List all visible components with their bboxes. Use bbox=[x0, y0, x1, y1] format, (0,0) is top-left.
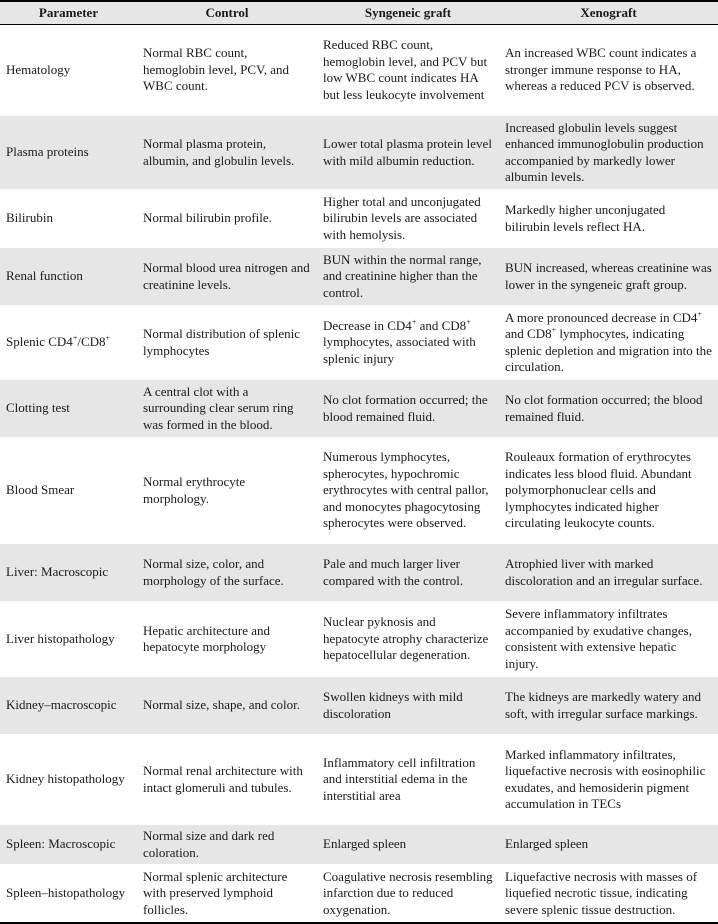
cell-control: Normal splenic architecture with preserved lymphoid follicles. bbox=[137, 865, 317, 923]
table-row bbox=[0, 825, 718, 865]
cell-syngeneic: Lower total plasma protein level with mild albumin reduction. bbox=[317, 116, 499, 190]
cell-parameter: Bilirubin bbox=[0, 190, 137, 248]
cell-parameter: Spleen–histopathology bbox=[0, 865, 137, 923]
table-row bbox=[0, 735, 718, 825]
cell-control: A central clot with a surrounding clear serum ring was formed in the blood. bbox=[137, 380, 317, 438]
cell-parameter: Kidney histopathology bbox=[0, 735, 137, 825]
header-row bbox=[0, 1, 718, 25]
cell-xenograft: Markedly higher unconjugated bilirubin levels reflect HA. bbox=[499, 190, 718, 248]
table-row bbox=[0, 438, 718, 544]
cell-xenograft: Increased globulin levels suggest enhanced immunoglobulin production accompanied by markedly lower albumin levels. bbox=[499, 116, 718, 190]
cell-syngeneic: No clot formation occurred; the blood remained fluid. bbox=[317, 380, 499, 438]
table-row bbox=[0, 25, 718, 116]
cell-parameter: Hematology bbox=[0, 25, 137, 116]
cell-control: Normal size and dark red coloration. bbox=[137, 825, 317, 865]
cell-control: Normal renal architecture with intact glomeruli and tubules. bbox=[137, 735, 317, 825]
cell-control: Hepatic architecture and hepatocyte morphology bbox=[137, 602, 317, 677]
cell-control: Normal RBC count, hemoglobin level, PCV, and WBC count. bbox=[137, 25, 317, 116]
table-row bbox=[0, 116, 718, 190]
cell-xenograft: Marked inflammatory infiltrates, liquefactive necrosis with eosinophilic exudates, and hemosiderin pigment accumulation in TECs bbox=[499, 735, 718, 825]
cell-syngeneic: Swollen kidneys with mild discoloration bbox=[317, 677, 499, 735]
cell-control: Normal distribution of splenic lymphocytes bbox=[137, 306, 317, 380]
table-row bbox=[0, 380, 718, 438]
cell-control: Normal blood urea nitrogen and creatinine levels. bbox=[137, 248, 317, 306]
table-body bbox=[0, 25, 718, 923]
table-row bbox=[0, 306, 718, 380]
cell-control: Normal bilirubin profile. bbox=[137, 190, 317, 248]
header-syngeneic-graft: Syngeneic graft bbox=[317, 1, 499, 25]
cell-syngeneic: Reduced RBC count, hemoglobin level, and PCV but low WBC count indicates HA but less leukocyte involvement bbox=[317, 25, 499, 116]
table-row bbox=[0, 248, 718, 306]
cell-syngeneic: Enlarged spleen bbox=[317, 825, 499, 865]
table-row bbox=[0, 602, 718, 677]
cell-xenograft: Liquefactive necrosis with masses of liquefied necrotic tissue, indicating severe splenic tissue destruction. bbox=[499, 865, 718, 923]
table-row bbox=[0, 190, 718, 248]
cell-parameter: Plasma proteins bbox=[0, 116, 137, 190]
cell-parameter: Renal function bbox=[0, 248, 137, 306]
cell-parameter: Clotting test bbox=[0, 380, 137, 438]
cell-parameter: Spleen: Macroscopic bbox=[0, 825, 137, 865]
cell-xenograft: Rouleaux formation of erythrocytes indicates less blood fluid. Abundant polymorphonuclear cells and lymphocytes indicated higher circulating leukocyte counts. bbox=[499, 438, 718, 544]
cell-xenograft: Severe inflammatory infiltrates accompanied by exudative changes, consistent with extensive hepatic injury. bbox=[499, 602, 718, 677]
cell-control: Normal plasma protein, albumin, and globulin levels. bbox=[137, 116, 317, 190]
cell-parameter: Liver: Macroscopic bbox=[0, 544, 137, 602]
cell-syngeneic: Higher total and unconjugated bilirubin levels are associated with hemolysis. bbox=[317, 190, 499, 248]
cell-xenograft: Enlarged spleen bbox=[499, 825, 718, 865]
cell-parameter: Splenic CD4+/CD8+ bbox=[0, 306, 137, 380]
cell-control: Normal size, color, and morphology of the surface. bbox=[137, 544, 317, 602]
cell-parameter: Blood Smear bbox=[0, 438, 137, 544]
table-row bbox=[0, 677, 718, 735]
cell-syngeneic: Nuclear pyknosis and hepatocyte atrophy characterize hepatocellular degeneration. bbox=[317, 602, 499, 677]
cell-syngeneic: Coagulative necrosis resembling infarction due to reduced oxygenation. bbox=[317, 865, 499, 923]
cell-parameter: Kidney–macroscopic bbox=[0, 677, 137, 735]
cell-xenograft: The kidneys are markedly watery and soft, with irregular surface markings. bbox=[499, 677, 718, 735]
cell-syngeneic: Decrease in CD4+ and CD8+ lymphocytes, associated with splenic injury bbox=[317, 306, 499, 380]
cell-xenograft: A more pronounced decrease in CD4+ and CD8+ lymphocytes, indicating splenic depletion and migration into the circulation. bbox=[499, 306, 718, 380]
header-parameter: Parameter bbox=[0, 1, 137, 25]
table-row bbox=[0, 865, 718, 923]
cell-syngeneic: Numerous lymphocytes, spherocytes, hypochromic erythrocytes with central pallor, and monocytes phagocytosing spherocytes were observed. bbox=[317, 438, 499, 544]
header-xenograft: Xenograft bbox=[499, 1, 718, 25]
table-row bbox=[0, 544, 718, 602]
cell-parameter: Liver histopathology bbox=[0, 602, 137, 677]
cell-syngeneic: Inflammatory cell infiltration and interstitial edema in the interstitial area bbox=[317, 735, 499, 825]
cell-control: Normal size, shape, and color. bbox=[137, 677, 317, 735]
cell-xenograft: An increased WBC count indicates a stronger immune response to HA, whereas a reduced PCV is observed. bbox=[499, 25, 718, 116]
header-control: Control bbox=[137, 1, 317, 25]
cell-syngeneic: BUN within the normal range, and creatinine higher than the control. bbox=[317, 248, 499, 306]
table-header bbox=[0, 1, 718, 25]
cell-xenograft: Atrophied liver with marked discoloration and an irregular surface. bbox=[499, 544, 718, 602]
cell-xenograft: BUN increased, whereas creatinine was lower in the syngeneic graft group. bbox=[499, 248, 718, 306]
cell-control: Normal erythrocyte morphology. bbox=[137, 438, 317, 544]
cell-xenograft: No clot formation occurred; the blood remained fluid. bbox=[499, 380, 718, 438]
cell-syngeneic: Pale and much larger liver compared with the control. bbox=[317, 544, 499, 602]
